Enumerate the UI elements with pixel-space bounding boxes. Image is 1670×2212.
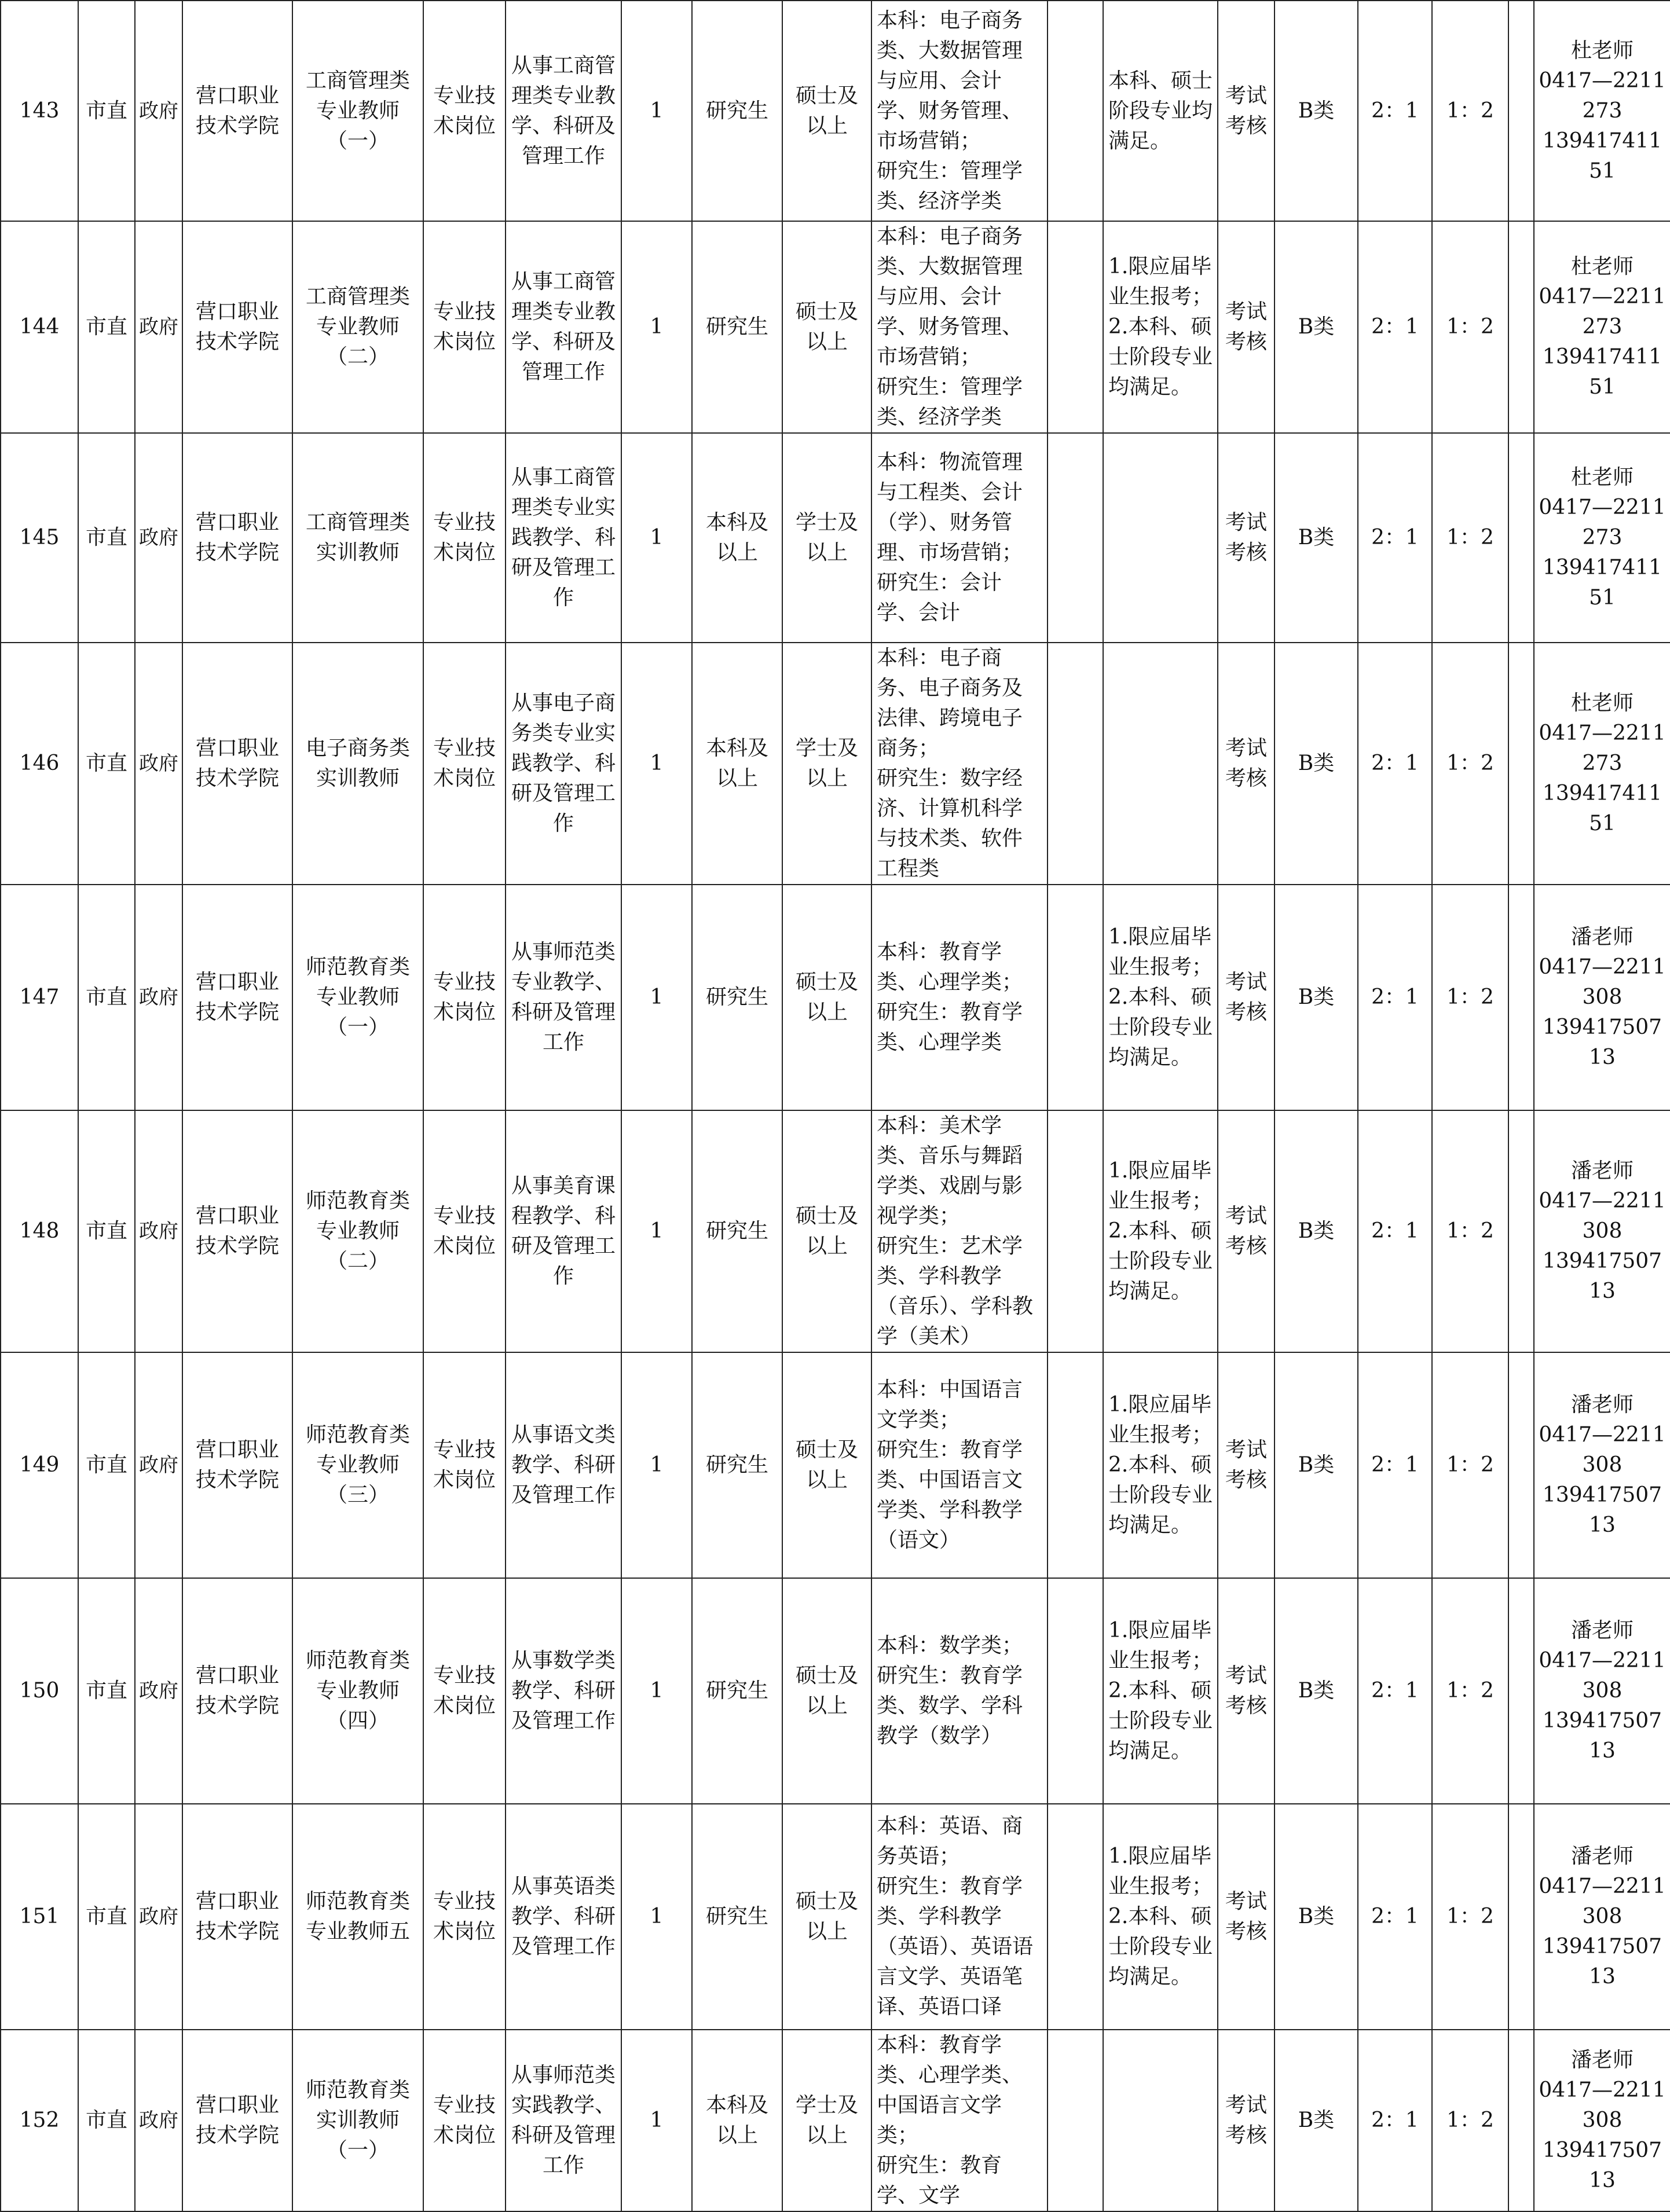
exam-method: 考试考核 [1218,221,1275,433]
exam-category: B类 [1275,1352,1358,1578]
other-requirement: 1.限应届毕业生报考； 2.本科、硕士阶段专业均满足。 [1103,221,1218,433]
spacer-column [1508,1804,1534,2030]
degree: 硕士及以上 [782,885,871,1110]
table-row [1,885,1670,1110]
row-number: 149 [1,1352,78,1578]
major-requirement: 本科：数学类； 研究生：教育学类、数学、学科教学（数学） [871,1578,1048,1804]
admin-level: 市直 [78,885,135,1110]
admin-level: 市直 [78,643,135,885]
ratio-exam: 2：1 [1358,2030,1432,2211]
spacer-column [1508,2030,1534,2211]
admin-level: 市直 [78,1578,135,1804]
blank-column [1048,643,1103,885]
hire-count: 1 [621,643,692,885]
major-requirement: 本科：电子商务类、大数据管理与应用、会计学、财务管理、市场营销； 研究生：管理学类、经济学类 [871,1,1048,221]
contact-info: 潘老师 0417—2211308 13941750713 [1534,1110,1670,1352]
education: 研究生 [692,1578,782,1804]
spacer-column [1508,1,1534,221]
post-duty: 从事美育课程教学、科研及管理工作 [506,1110,621,1352]
exam-method: 考试考核 [1218,1352,1275,1578]
ratio-exam: 2：1 [1358,1110,1432,1352]
education: 研究生 [692,221,782,433]
post-name: 师范教育类专业教师五 [292,1804,423,2030]
post-type: 专业技术岗位 [423,1,506,221]
post-name: 电子商务类实训教师 [292,643,423,885]
employer-unit: 营口职业技术学院 [182,1578,292,1804]
employer-unit: 营口职业技术学院 [182,885,292,1110]
major-requirement: 本科：美术学类、音乐与舞蹈学类、戏剧与影视学类； 研究生：艺术学类、学科教学（音乐）、学科教学（美术） [871,1110,1048,1352]
row-number: 147 [1,885,78,1110]
contact-info: 潘老师 0417—2211308 13941750713 [1534,885,1670,1110]
ratio-exam: 2：1 [1358,643,1432,885]
row-number: 151 [1,1804,78,2030]
post-duty: 从事工商管理类专业教学、科研及管理工作 [506,1,621,221]
exam-category: B类 [1275,1,1358,221]
blank-column [1048,2030,1103,2211]
post-duty: 从事工商管理类专业实践教学、科研及管理工作 [506,433,621,643]
blank-column [1048,433,1103,643]
ratio-interview: 1：2 [1432,433,1508,643]
spacer-column [1508,885,1534,1110]
department: 政府 [135,221,182,433]
contact-info: 杜老师 0417—2211273 13941741151 [1534,1,1670,221]
hire-count: 1 [621,1110,692,1352]
exam-method: 考试考核 [1218,643,1275,885]
post-duty: 从事师范类实践教学、科研及管理工作 [506,2030,621,2211]
degree: 学士及以上 [782,433,871,643]
exam-method: 考试考核 [1218,1110,1275,1352]
department: 政府 [135,1,182,221]
spacer-column [1508,643,1534,885]
blank-column [1048,1110,1103,1352]
row-number: 143 [1,1,78,221]
exam-category: B类 [1275,1110,1358,1352]
table-row [1,1578,1670,1804]
ratio-exam: 2：1 [1358,221,1432,433]
table-row [1,433,1670,643]
major-requirement: 本科：电子商务、电子商务及法律、跨境电子商务； 研究生：数字经济、计算机科学与技术类、软件工程类 [871,643,1048,885]
ratio-interview: 1：2 [1432,885,1508,1110]
hire-count: 1 [621,433,692,643]
employer-unit: 营口职业技术学院 [182,643,292,885]
admin-level: 市直 [78,1352,135,1578]
admin-level: 市直 [78,1804,135,2030]
employer-unit: 营口职业技术学院 [182,1804,292,2030]
post-name: 工商管理类专业教师（二） [292,221,423,433]
ratio-interview: 1：2 [1432,1110,1508,1352]
education: 研究生 [692,1,782,221]
table-row [1,643,1670,885]
exam-category: B类 [1275,433,1358,643]
exam-method: 考试考核 [1218,433,1275,643]
ratio-exam: 2：1 [1358,1804,1432,2030]
other-requirement: 1.限应届毕业生报考； 2.本科、硕士阶段专业均满足。 [1103,885,1218,1110]
major-requirement: 本科：教育学类、心理学类； 研究生：教育学类、心理学类 [871,885,1048,1110]
education: 研究生 [692,1352,782,1578]
ratio-exam: 2：1 [1358,1578,1432,1804]
ratio-interview: 1：2 [1432,1578,1508,1804]
job-table-body [1,1,1670,2211]
contact-info: 潘老师 0417—2211308 13941750713 [1534,1804,1670,2030]
major-requirement: 本科：教育学类、心理学类、中国语言文学类； 研究生：教育学、文学 [871,2030,1048,2211]
admin-level: 市直 [78,433,135,643]
admin-level: 市直 [78,221,135,433]
exam-category: B类 [1275,885,1358,1110]
employer-unit: 营口职业技术学院 [182,1352,292,1578]
post-type: 专业技术岗位 [423,885,506,1110]
spacer-column [1508,1110,1534,1352]
post-duty: 从事工商管理类专业教学、科研及管理工作 [506,221,621,433]
exam-category: B类 [1275,1578,1358,1804]
post-type: 专业技术岗位 [423,1110,506,1352]
post-name: 师范教育类专业教师（三） [292,1352,423,1578]
education: 本科及以上 [692,643,782,885]
major-requirement: 本科：英语、商务英语； 研究生：教育学类、学科教学（英语）、英语语言文学、英语笔译、英语口译 [871,1804,1048,2030]
contact-info: 杜老师 0417—2211273 13941741151 [1534,643,1670,885]
hire-count: 1 [621,1578,692,1804]
post-name: 工商管理类专业教师（一） [292,1,423,221]
ratio-interview: 1：2 [1432,1804,1508,2030]
post-duty: 从事师范类专业教学、科研及管理工作 [506,885,621,1110]
hire-count: 1 [621,221,692,433]
degree: 硕士及以上 [782,1,871,221]
post-duty: 从事英语类教学、科研及管理工作 [506,1804,621,2030]
spacer-column [1508,1578,1534,1804]
row-number: 146 [1,643,78,885]
exam-method: 考试考核 [1218,1,1275,221]
ratio-interview: 1：2 [1432,221,1508,433]
hire-count: 1 [621,1352,692,1578]
spacer-column [1508,1352,1534,1578]
post-duty: 从事语文类教学、科研及管理工作 [506,1352,621,1578]
row-number: 144 [1,221,78,433]
major-requirement: 本科：物流管理与工程类、会计（学）、财务管理、市场营销； 研究生：会计学、会计 [871,433,1048,643]
admin-level: 市直 [78,1,135,221]
table-row [1,1804,1670,2030]
exam-method: 考试考核 [1218,1578,1275,1804]
exam-method: 考试考核 [1218,1804,1275,2030]
contact-info: 潘老师 0417—2211308 13941750713 [1534,2030,1670,2211]
post-type: 专业技术岗位 [423,643,506,885]
other-requirement [1103,2030,1218,2211]
other-requirement: 本科、硕士阶段专业均满足。 [1103,1,1218,221]
department: 政府 [135,885,182,1110]
exam-method: 考试考核 [1218,885,1275,1110]
exam-category: B类 [1275,221,1358,433]
post-type: 专业技术岗位 [423,221,506,433]
contact-info: 潘老师 0417—2211308 13941750713 [1534,1578,1670,1804]
post-type: 专业技术岗位 [423,433,506,643]
other-requirement [1103,433,1218,643]
hire-count: 1 [621,2030,692,2211]
employer-unit: 营口职业技术学院 [182,221,292,433]
other-requirement: 1.限应届毕业生报考； 2.本科、硕士阶段专业均满足。 [1103,1804,1218,2030]
department: 政府 [135,1110,182,1352]
post-type: 专业技术岗位 [423,1352,506,1578]
degree: 硕士及以上 [782,1110,871,1352]
post-name: 师范教育类专业教师（二） [292,1110,423,1352]
ratio-exam: 2：1 [1358,1,1432,221]
department: 政府 [135,1578,182,1804]
table-row [1,1,1670,221]
admin-level: 市直 [78,2030,135,2211]
education: 本科及以上 [692,433,782,643]
post-type: 专业技术岗位 [423,1578,506,1804]
degree: 硕士及以上 [782,1578,871,1804]
table-row [1,1110,1670,1352]
post-type: 专业技术岗位 [423,1804,506,2030]
ratio-interview: 1：2 [1432,1352,1508,1578]
blank-column [1048,885,1103,1110]
major-requirement: 本科：中国语言文学类； 研究生：教育学类、中国语言文学类、学科教学（语文） [871,1352,1048,1578]
ratio-interview: 1：2 [1432,2030,1508,2211]
contact-info: 杜老师 0417—2211273 13941741151 [1534,433,1670,643]
post-name: 师范教育类实训教师（一） [292,2030,423,2211]
employer-unit: 营口职业技术学院 [182,1,292,221]
employer-unit: 营口职业技术学院 [182,1110,292,1352]
employer-unit: 营口职业技术学院 [182,2030,292,2211]
degree: 硕士及以上 [782,1804,871,2030]
post-name: 师范教育类专业教师（一） [292,885,423,1110]
degree: 学士及以上 [782,643,871,885]
other-requirement: 1.限应届毕业生报考； 2.本科、硕士阶段专业均满足。 [1103,1110,1218,1352]
education: 研究生 [692,1110,782,1352]
major-requirement: 本科：电子商务类、大数据管理与应用、会计学、财务管理、市场营销； 研究生：管理学类、经济学类 [871,221,1048,433]
row-number: 145 [1,433,78,643]
ratio-exam: 2：1 [1358,433,1432,643]
education: 本科及以上 [692,2030,782,2211]
other-requirement [1103,643,1218,885]
spacer-column [1508,433,1534,643]
post-duty: 从事数学类教学、科研及管理工作 [506,1578,621,1804]
row-number: 148 [1,1110,78,1352]
blank-column [1048,221,1103,433]
exam-category: B类 [1275,2030,1358,2211]
admin-level: 市直 [78,1110,135,1352]
department: 政府 [135,433,182,643]
row-number: 152 [1,2030,78,2211]
blank-column [1048,1,1103,221]
table-row [1,2030,1670,2211]
other-requirement: 1.限应届毕业生报考； 2.本科、硕士阶段专业均满足。 [1103,1578,1218,1804]
hire-count: 1 [621,1804,692,2030]
contact-info: 杜老师 0417—2211273 13941741151 [1534,221,1670,433]
degree: 硕士及以上 [782,221,871,433]
education: 研究生 [692,885,782,1110]
employer-unit: 营口职业技术学院 [182,433,292,643]
department: 政府 [135,2030,182,2211]
post-type: 专业技术岗位 [423,2030,506,2211]
contact-info: 潘老师 0417—2211308 13941750713 [1534,1352,1670,1578]
department: 政府 [135,643,182,885]
degree: 硕士及以上 [782,1352,871,1578]
ratio-interview: 1：2 [1432,1,1508,221]
exam-method: 考试考核 [1218,2030,1275,2211]
ratio-exam: 2：1 [1358,1352,1432,1578]
blank-column [1048,1352,1103,1578]
ratio-exam: 2：1 [1358,885,1432,1110]
department: 政府 [135,1352,182,1578]
table-row [1,1352,1670,1578]
exam-category: B类 [1275,1804,1358,2030]
education: 研究生 [692,1804,782,2030]
exam-category: B类 [1275,643,1358,885]
hire-count: 1 [621,885,692,1110]
department: 政府 [135,1804,182,2030]
row-number: 150 [1,1578,78,1804]
post-duty: 从事电子商务类专业实践教学、科研及管理工作 [506,643,621,885]
ratio-interview: 1：2 [1432,643,1508,885]
post-name: 工商管理类实训教师 [292,433,423,643]
blank-column [1048,1578,1103,1804]
table-row [1,221,1670,433]
post-name: 师范教育类专业教师（四） [292,1578,423,1804]
other-requirement: 1.限应届毕业生报考； 2.本科、硕士阶段专业均满足。 [1103,1352,1218,1578]
hire-count: 1 [621,1,692,221]
spacer-column [1508,221,1534,433]
degree: 学士及以上 [782,2030,871,2211]
blank-column [1048,1804,1103,2030]
